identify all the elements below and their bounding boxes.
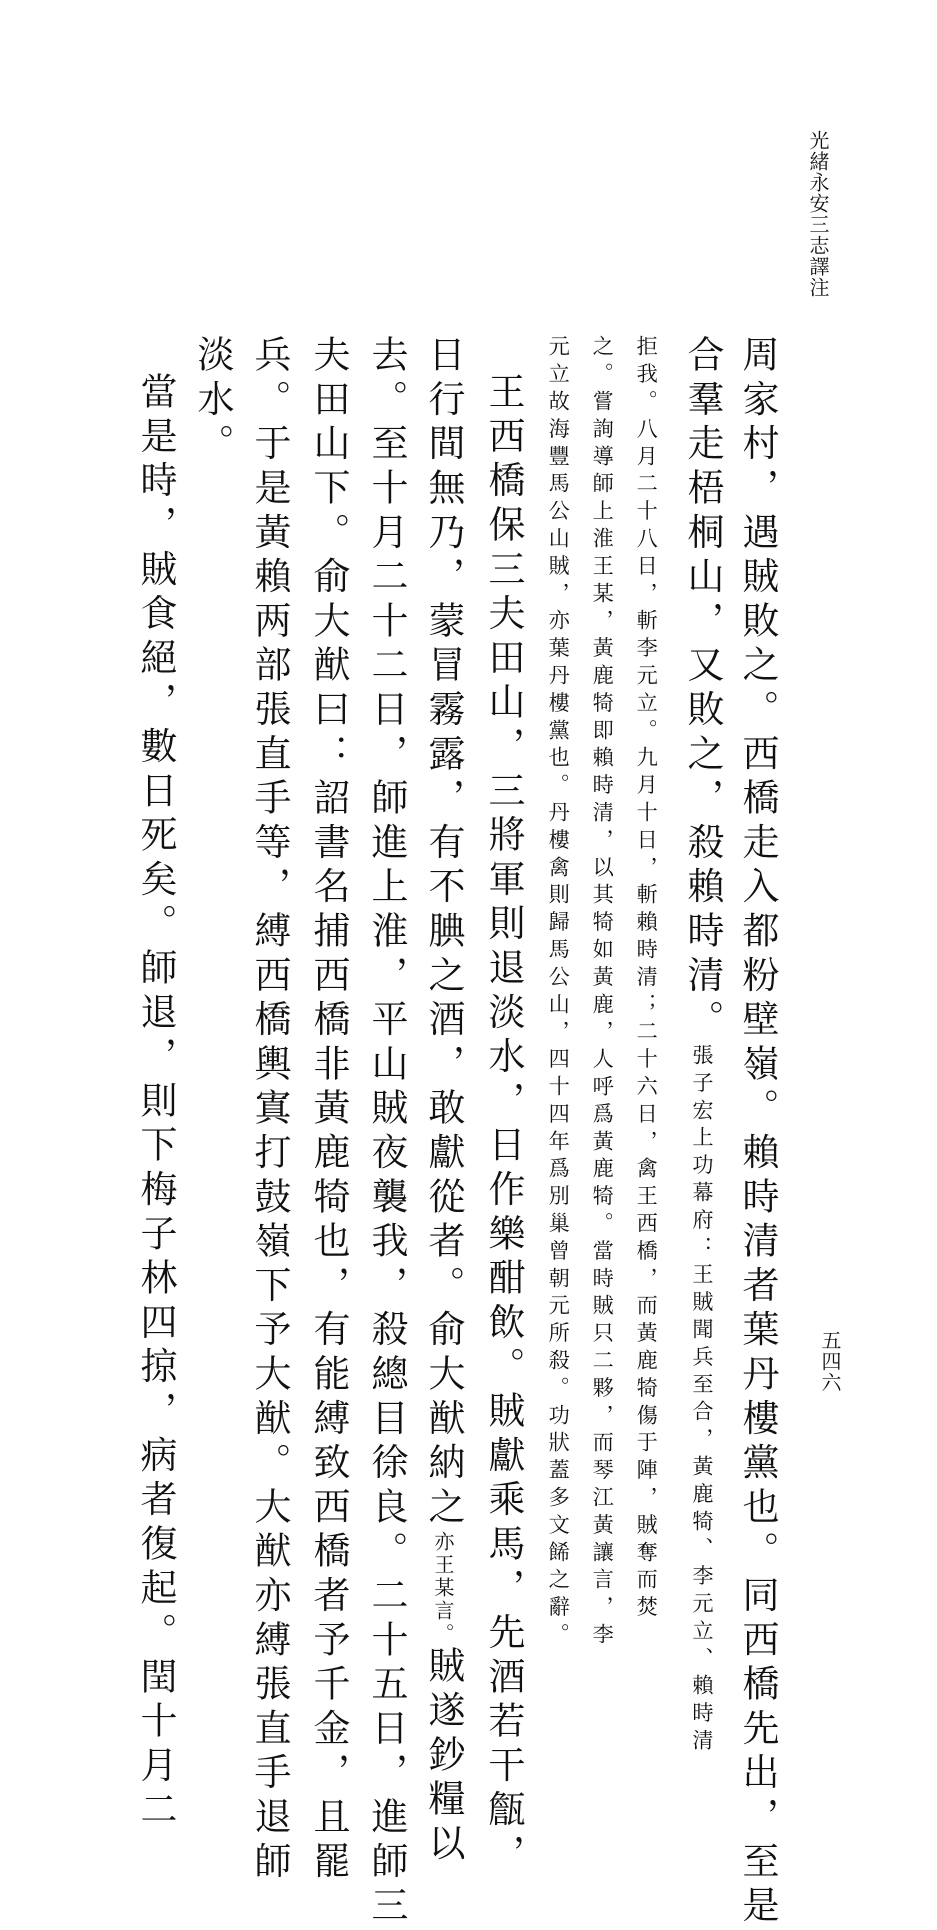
annotation-column-2: 之。嘗詢導師上淮王某，黃鹿犄即賴時清，以其犄如黃鹿，人呼爲黃鹿犄。當時賊只二夥，而琴江黃讓言，李 (590, 335, 616, 1651)
text-column-2 (681, 335, 724, 1757)
text-column-7: 兵。于是黃賴两部張直手等，縛西橋輿寘打鼓嶺下予大猷。大猷亦縛張直手退師 (248, 335, 291, 1886)
text-column-2-main: 合羣走梧桐山，又敗之，殺賴時清。 (681, 335, 724, 1044)
page-number: 五四六 (818, 1330, 842, 1393)
text-column-5: 去。至十月二十二日，師進上淮，平山賊夜襲我，殺總目徐良。二十五日，進師三 (365, 335, 408, 1930)
text-column-4-main: 日行間無乃，蒙冒霧露，有不腆之酒，敢獻從者。俞大猷納之 (422, 335, 465, 1532)
text-column-6: 夫田山下。俞大猷曰：詔書名捕西橋非黃鹿犄也，有能縛致西橋者予千金，且罷 (307, 335, 350, 1886)
running-title: 光緒永安三志譯注 (806, 130, 830, 298)
annotation-column-1: 拒我。八月二十八日，斬李元立。九月十日，斬賴時清；二十六日，禽王西橋，而黃鹿犄傷于陣，賊奪而焚 (634, 335, 660, 1623)
text-column-1: 周家村，遇賊敗之。西橋走入都粉壁嶺。賴時清者葉丹樓黨也。同西橋先出，至是 (736, 335, 779, 1930)
text-column-4 (422, 335, 465, 1868)
annotation-column-3: 元立故海豐馬公山賊，亦葉丹樓黨也。丹樓禽則歸馬公山，四十四年爲別巢曾朝元所殺。功狀蓋多文餙之辭。 (546, 335, 572, 1651)
text-column-4-end: 賊遂鈔糧以 (422, 1646, 465, 1868)
text-column-8: 淡水。 (191, 335, 234, 468)
inline-note: 亦王某言。 (431, 1531, 455, 1647)
text-column-2-note: 張子宏上功幕府：王賊聞兵至合，黃鹿犄、李元立、賴時清 (690, 1043, 715, 1757)
text-column-3: 王西橋保三夫田山，三將軍則退淡水，日作樂酣飲。賊獻乘馬，先酒若干甔， (482, 372, 525, 1879)
text-column-9: 當是時，賊食絕，數日死矣。師退，則下梅子林四掠，病者復起。閏十月二 (134, 372, 177, 1834)
